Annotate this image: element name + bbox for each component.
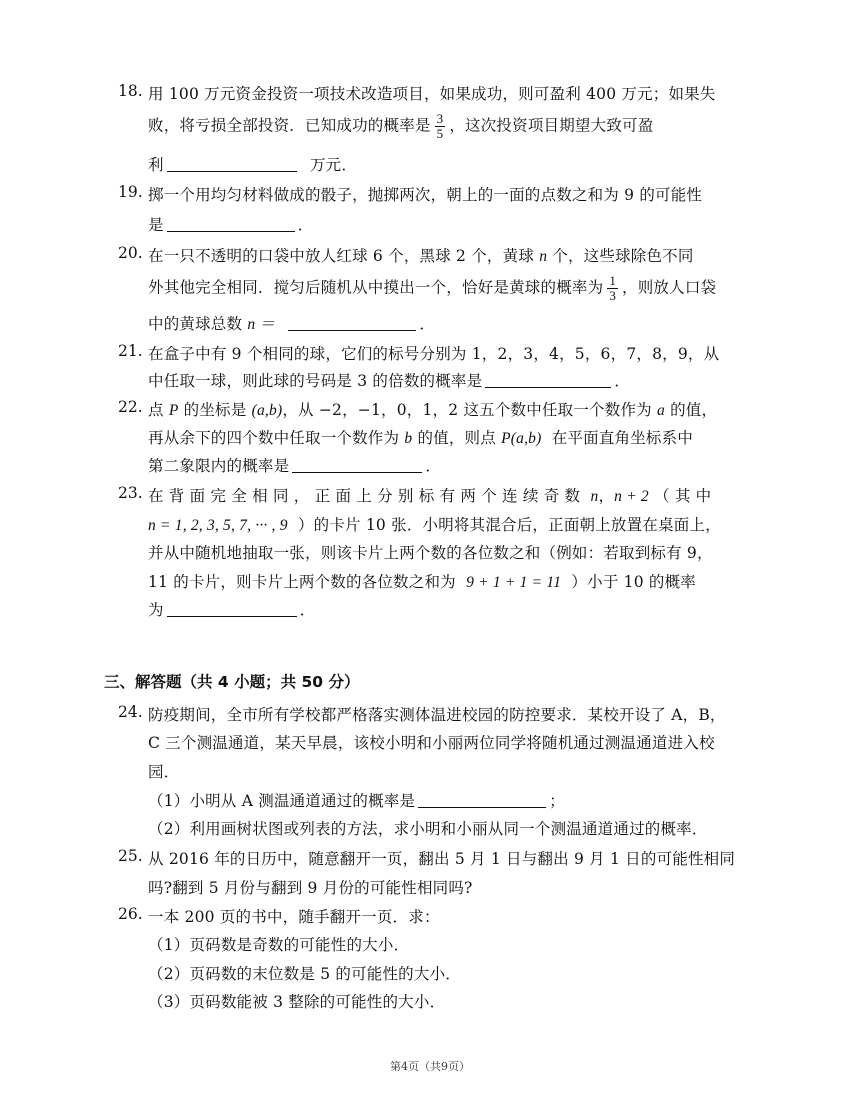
question-text: [148, 244, 694, 266]
question-number: 18.: [118, 82, 143, 100]
math-expression: n ＝: [247, 316, 276, 333]
question-text: [148, 454, 441, 476]
text-segment: （ 其 中: [654, 487, 712, 505]
fraction: [607, 274, 618, 303]
text-segment: 再从余下的四个数中任取一个数作为: [148, 429, 400, 447]
sub-question-1: （1）页码数是奇数的可能性的大小．: [148, 936, 410, 954]
answer-blank[interactable]: [485, 372, 611, 389]
text-segment: ；: [549, 792, 565, 810]
question-text: [148, 426, 693, 448]
question-text: [148, 153, 357, 175]
math-expression: (a,b): [251, 402, 283, 419]
question-text: [148, 570, 696, 592]
question-number: 25.: [118, 847, 143, 865]
question-text: 并从中随机地抽取一张，则该卡片上两个数的各位数之和（例如：若取到标有 9，: [148, 544, 713, 562]
question-number: 19.: [118, 183, 143, 201]
text-segment: 是: [148, 216, 164, 234]
math-expression: 9 + 1 + 1 = 11: [466, 574, 562, 591]
text-segment: 中任取一球，则此球的号码是 3 的倍数的概率是: [148, 372, 483, 390]
text-segment: ．: [297, 216, 314, 234]
question-text: [148, 312, 435, 334]
answer-blank[interactable]: [288, 315, 416, 332]
text-segment: ）小于 10 的概率: [571, 573, 696, 591]
text-segment: ，从 −2，−1，0，1，2 这五个数中任取一个数作为: [282, 401, 652, 419]
text-segment: 败，将亏损全部投资．已知成功的概率是: [148, 116, 431, 135]
fraction-denominator: 5: [436, 126, 444, 141]
question-text: [148, 369, 630, 391]
text-segment: 为: [148, 601, 164, 619]
text-segment: ）的卡片 10 张．小明将其混合后，正面朝上放置在桌面上，: [297, 516, 721, 534]
question-text: 在盒子中有 9 个相同的球，它们的标号分别为 1，2，3，4，5，6，7，8，9，从: [148, 345, 720, 363]
text-segment: 中的黄球总数: [148, 315, 243, 333]
text-segment: 的值，: [670, 401, 718, 419]
question-text: C 三个测温通道，某天早晨，该校小明和小丽两位同学将随机通过测温通道进入校: [148, 734, 715, 752]
text-segment: ．: [614, 372, 631, 390]
text-segment: ，这次投资项目期望大致可盈: [449, 116, 654, 135]
text-segment: 第二象限内的概率是: [148, 457, 290, 475]
text-segment: ．: [419, 315, 436, 333]
text-segment: ．: [425, 457, 442, 475]
question-number: 21.: [118, 342, 143, 360]
question-number: 22.: [118, 398, 143, 416]
question-text: 掷一个用均匀材料做成的骰子，抛掷两次，朝上的一面的点数之和为 9 的可能性: [148, 186, 703, 204]
question-text: [148, 513, 721, 535]
question-text: [148, 398, 717, 420]
question-number: 26.: [118, 905, 143, 923]
text-segment: 11 的卡片，则卡片上两个数的各位数之和为: [148, 573, 456, 591]
text-segment: （1）小明从 A 测温通道通过的概率是: [148, 792, 416, 810]
question-text: [148, 112, 653, 141]
answer-blank[interactable]: [167, 601, 297, 618]
text-segment: 万元．: [309, 156, 358, 174]
fraction-denominator: 3: [609, 288, 617, 303]
text-segment: 点: [148, 401, 164, 419]
text-segment: 在平面直角坐标系中: [551, 429, 694, 447]
sub-question-1: [148, 789, 565, 811]
text-segment: ．: [299, 601, 316, 619]
text-segment: ，则放人口袋: [622, 278, 717, 297]
text-segment: 在 背 面 完 全 相 同 ， 正 面 上 分 别 标 有 两 个 连 续 奇 数: [148, 487, 581, 505]
question-number: 24.: [118, 703, 143, 721]
question-number: 20.: [118, 244, 143, 262]
math-expression: n + 2: [614, 488, 649, 505]
fraction-numerator: 1: [609, 273, 617, 288]
math-variable: b: [404, 430, 413, 447]
math-variable: n: [590, 488, 599, 505]
question-text: 一本 200 页的书中，随手翻开一页．求：: [148, 908, 440, 926]
text-segment: ，: [598, 487, 615, 505]
question-text: 从 2016 年的日历中，随意翻开一页，翻出 5 月 1 日与翻出 9 月 1 日的可能性相同: [148, 850, 736, 868]
text-segment: 个，这些球除色不同: [552, 247, 694, 265]
sub-question-2: （2）页码数的末位数是 5 的可能性的大小．: [148, 965, 461, 983]
text-segment: 的坐标是: [183, 401, 247, 419]
question-text: [148, 274, 716, 303]
answer-blank[interactable]: [292, 457, 422, 474]
question-text: [148, 484, 711, 506]
math-expression: n = 1, 2, 3, 5, 7, ··· , 9: [148, 517, 288, 534]
sub-question-3: （3）页码数能被 3 整除的可能性的大小．: [148, 993, 446, 1011]
answer-blank[interactable]: [418, 792, 546, 809]
question-number: 23.: [118, 484, 143, 502]
answer-blank[interactable]: [167, 216, 295, 233]
math-variable: a: [657, 402, 665, 419]
math-variable: n: [539, 248, 548, 265]
question-text: 园．: [148, 763, 180, 781]
math-expression: P(a,b): [501, 430, 542, 447]
answer-blank[interactable]: [167, 156, 297, 173]
text-segment: 利: [148, 156, 164, 174]
math-variable: P: [168, 402, 179, 419]
text-segment: 的值，则点: [417, 429, 496, 447]
question-text: [148, 213, 313, 235]
fraction: [435, 112, 446, 141]
question-text: 用 100 万元资金投资一项技术改造项目，如果成功，则可盈利 400 万元；如果失: [148, 85, 716, 103]
text-segment: 外其他完全相同．搅匀后随机从中摸出一个，恰好是黄球的概率为: [148, 278, 604, 297]
page-footer: 第4页（共9页）: [390, 1060, 470, 1073]
question-text: 防疫期间，全市所有学校都严格落实测体温进校园的防控要求．某校开设了 A，B，: [148, 706, 726, 724]
question-text: [148, 598, 315, 620]
question-text: 吗?翻到 5 月份与翻到 9 月份的可能性相同吗?: [148, 879, 473, 897]
text-segment: 在一只不透明的口袋中放人红球 6 个，黑球 2 个，黄球: [148, 247, 535, 265]
section-heading: 三、解答题（共 4 小题；共 50 分）: [104, 673, 360, 691]
fraction-numerator: 3: [436, 111, 444, 126]
sub-question-2: （2）利用画树状图或列表的方法，求小明和小丽从同一个测温通道通过的概率．: [148, 820, 708, 838]
